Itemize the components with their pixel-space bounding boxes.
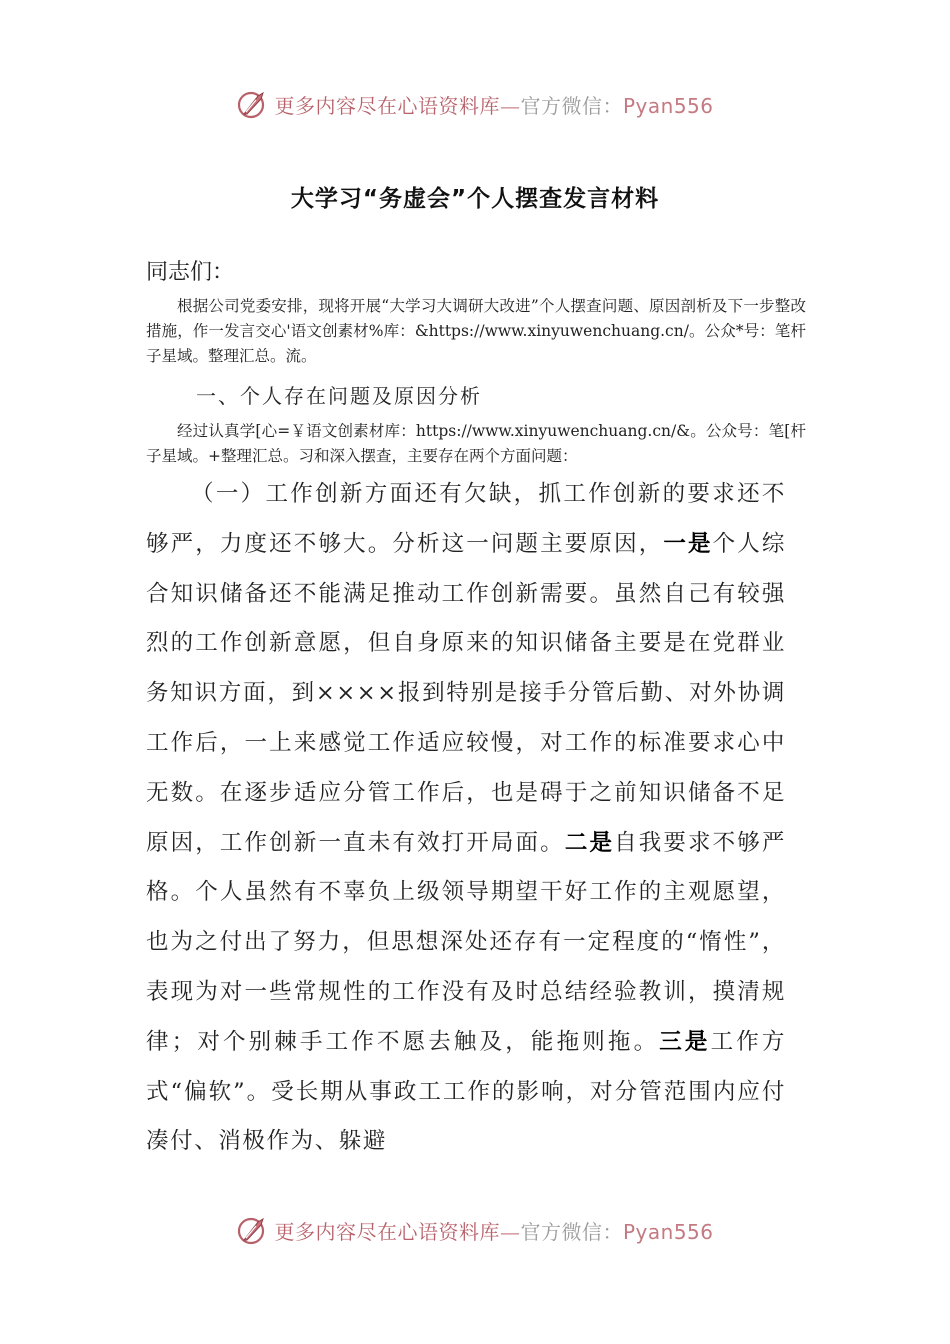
emphasis-first: 一是 xyxy=(663,530,713,557)
body-text-2: 个人综合知识储备还不能满足推动工作创新需要。虽然自己有较强烈的工作创新意愿，但自身原来的知识储备主要是在党群业务知识方面，到××××报到特别是接手分管后勤、对外协调工作后，一上来感觉工作适应较慢，对工作的标准要求心中无数。在逐步适应分管工作后，也是碍于之前知识储备不足原因，工作创新一直未有效打开局面。 xyxy=(146,530,786,856)
watermark-text xyxy=(274,1216,713,1245)
watermark-text xyxy=(274,90,713,119)
body-text-3: 自我要求不够严格。个人虽然有不辜负上级领导期望干好工作的主观愿望，也为之付出了努力，但思想深处还存有一定程度的“惰性”，表现为对一些常规性的工作没有及时总结经验教训，摸清规律；对个别棘手工作不愿去触及，能拖则拖。 xyxy=(146,829,787,1055)
emphasis-third: 三是 xyxy=(659,1028,711,1055)
watermark-footer xyxy=(0,1208,950,1252)
watermark-id: Pyan556 xyxy=(622,93,714,118)
body-text-4: 工作方式“偏软”。受长期从事政工工作的影响，对分管范围内应付凑付、消极作为、躲避 xyxy=(146,1028,786,1155)
watermark-dash: — xyxy=(499,1219,521,1244)
quill-pen-logo-icon xyxy=(236,1214,268,1246)
watermark-label: 官方微信： xyxy=(520,1219,623,1244)
watermark-header xyxy=(0,82,950,126)
watermark-brand: 更多内容尽在心语资料库 xyxy=(274,93,500,118)
section-lead-paragraph: 经过认真学[心=￥语文创素材库：https://www.xinyuwenchuang.cn/&。公众号：笔[杆子星域。+整理汇总。习和深入摆查，主要存在两个方面问题： xyxy=(146,422,806,465)
watermark-id: Pyan556 xyxy=(622,1219,714,1244)
quill-pen-logo-icon xyxy=(236,88,268,120)
document-title: 大学习“务虚会”个人摆查发言材料 xyxy=(290,186,660,212)
emphasis-second: 二是 xyxy=(564,829,615,856)
intro-paragraph: 根据公司党委安排，现将开展“大学习大调研大改进”个人摆查问题、原因剖析及下一步整改措施，作一发言交心'语文创素材%库：&https://www.xinyuwenchuang.cn/。公众*号：笔杆子星域。整理汇总。流。 xyxy=(146,297,806,365)
watermark-dash: — xyxy=(499,93,521,118)
watermark-label: 官方微信： xyxy=(520,93,623,118)
watermark-brand: 更多内容尽在心语资料库 xyxy=(274,1219,500,1244)
section-heading-1: 一、个人存在问题及原因分析 xyxy=(196,384,482,408)
body-paragraph xyxy=(146,470,786,1167)
greeting: 同志们： xyxy=(146,260,235,285)
body-text-1: （一）工作创新方面还有欠缺，抓工作创新的要求还不够严，力度还不够大。分析这一问题主要原因， xyxy=(146,481,786,557)
